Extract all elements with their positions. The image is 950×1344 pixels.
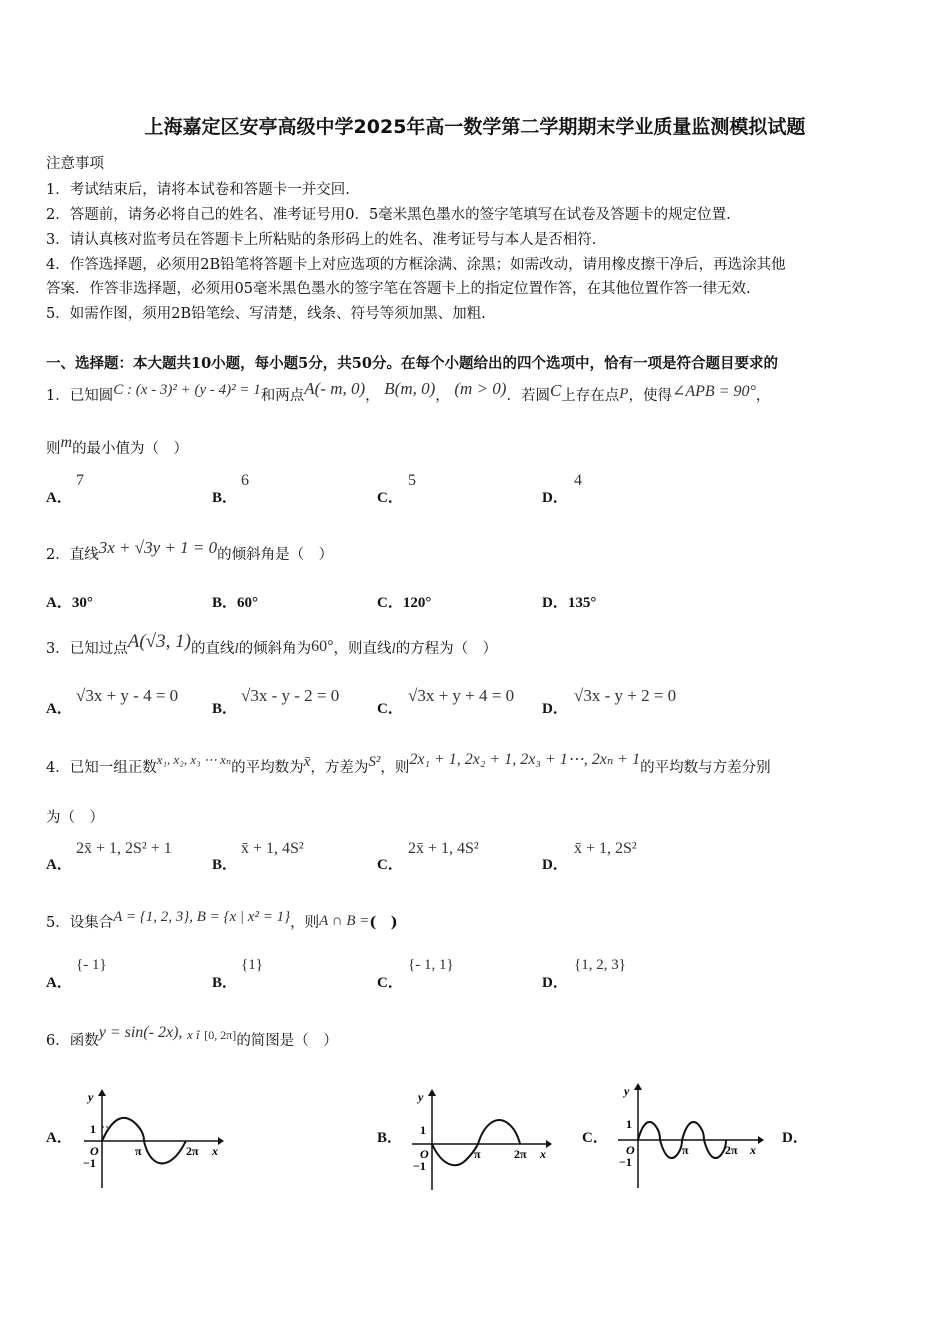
tick-two-pi: 2π	[725, 1143, 738, 1157]
notice-item: 3．请认真核对监考员在答题卡上所粘贴的条形码上的姓名、准考证号与本人是否相符.	[46, 232, 597, 248]
q4-formula-var: S²	[368, 754, 381, 770]
q4-option-b[interactable]: B．	[212, 857, 238, 873]
origin-label: O	[626, 1143, 635, 1157]
q1-text: ，	[365, 388, 380, 404]
q3-option-d-value: √3x - y + 2 = 0	[574, 686, 677, 705]
q3-text: 的倾斜角为	[238, 641, 312, 657]
x-label: x	[750, 1143, 756, 1157]
tick-neg-one: −1	[83, 1156, 96, 1170]
q3-line-l: l	[391, 641, 396, 657]
q4-formula-series: 2x₁ + 1, 2x₂ + 1, 2x₃ + 1⋯, 2xₙ + 1	[409, 751, 641, 768]
tick-pi: π	[682, 1143, 689, 1157]
page-title: 上海嘉定区安亭高级中学2025年高一数学第二学期期末学业质量监测模拟试题	[144, 116, 806, 138]
question-1-line-2	[46, 434, 189, 458]
q1-formula-c: C	[549, 381, 562, 400]
tick-two-pi: 2π	[186, 1144, 199, 1158]
q1-option-a[interactable]: A．	[46, 490, 72, 506]
q4-option-d[interactable]: D．	[542, 857, 568, 873]
q4-option-c-value: 2x̄ + 1, 4S²	[408, 840, 479, 857]
q6-graph-b	[406, 1084, 556, 1194]
q3-option-a[interactable]: A．	[46, 701, 72, 717]
q4-option-a-value: 2x̄ + 1, 2S² + 1	[76, 840, 172, 857]
q5-option-d[interactable]: D．	[542, 975, 568, 991]
tick-one: 1	[626, 1117, 632, 1131]
q2-option-c[interactable]: C．120°	[377, 595, 432, 611]
q3-option-a-value: √3x + y - 4 = 0	[76, 686, 179, 705]
x-label: x	[540, 1147, 546, 1161]
q3-line-l: l	[234, 641, 239, 657]
q1-text: 则	[46, 441, 61, 457]
q1-option-b-value: 6	[241, 472, 249, 489]
question-4-line-1	[46, 751, 771, 777]
q3-option-c-value: √3x + y + 4 = 0	[408, 686, 515, 705]
notice-item: 4．作答选择题，必须用2B铅笔将答题卡上对应选项的方框涂满、涂黑；如需改动，请用橡皮擦干净后，再选涂其他	[46, 257, 786, 273]
q3-number: 3．	[46, 641, 70, 657]
q5-option-d-value: {1, 2, 3}	[574, 957, 626, 973]
q5-option-c-value: {- 1, 1}	[408, 957, 454, 973]
q4-option-a[interactable]: A．	[46, 857, 72, 873]
section-heading: 一、选择题：本大题共10小题，每小题5分，共50分。在每个小题给出的四个选项中，恰有一项是符合题目要求的	[46, 355, 778, 372]
tick-neg-one: −1	[619, 1155, 632, 1169]
q4-option-b-value: x̄ + 1, 4S²	[241, 840, 304, 857]
q3-option-b[interactable]: B．	[212, 701, 238, 717]
notice-item: 5．如需作图，须用2B铅笔绘、写清楚，线条、符号等须加黑、加粗.	[46, 306, 486, 322]
q1-formula-b: B(m, 0)	[384, 379, 436, 398]
q6-graph-a	[78, 1084, 228, 1194]
q1-text: 上存在点	[561, 388, 620, 404]
notice-heading: 注意事项	[46, 156, 104, 172]
question-3	[46, 631, 498, 659]
q1-option-d[interactable]: D．	[542, 490, 568, 506]
notice-item: 答案．作答非选择题，必须用05毫米黑色墨水的签字笔在答题卡上的指定位置作答，在其他位置作答一律无效.	[46, 281, 751, 297]
q1-text: 和两点	[260, 388, 305, 404]
q6-graph-c	[612, 1078, 772, 1192]
y-label: y	[418, 1090, 424, 1104]
origin-label: O	[420, 1147, 429, 1161]
q1-option-c[interactable]: C．	[377, 490, 403, 506]
question-6	[46, 1024, 338, 1050]
notice-item: 2．答题前，请务必将自己的姓名、准考证号用0．5毫米黑色墨水的签字笔填写在试卷及答题卡的规定位置.	[46, 207, 731, 223]
q1-formula-m2: m	[60, 434, 73, 451]
q6-text: 函数	[69, 1033, 99, 1049]
q6-text: 的简图是（ ）	[236, 1033, 338, 1049]
q5-text: 设集合	[69, 915, 114, 931]
q3-text: 已知过点	[69, 641, 128, 657]
tick-two-pi: 2π	[514, 1147, 527, 1161]
q2-option-d[interactable]: D．135°	[542, 595, 597, 611]
q6-formula-func: y = sin(- 2x),	[98, 1024, 183, 1041]
q5-option-b[interactable]: B．	[212, 975, 238, 991]
q4-text: ，则	[380, 760, 410, 776]
q1-option-d-value: 4	[574, 472, 582, 489]
q3-formula-angle: 60°	[311, 638, 334, 655]
q1-text: ．若圆	[506, 388, 550, 404]
q6-number: 6．	[46, 1033, 70, 1049]
q5-text: ( )	[369, 914, 398, 931]
y-axis-arrow-icon	[98, 1089, 106, 1096]
q3-option-b-value: √3x - y - 2 = 0	[241, 686, 340, 705]
q4-option-d-value: x̄ + 1, 2S²	[574, 840, 637, 857]
q1-option-b[interactable]: B．	[212, 490, 238, 506]
q3-option-d[interactable]: D．	[542, 701, 568, 717]
q5-formula-sets: A = {1, 2, 3}, B = {x | x² = 1}	[113, 909, 291, 925]
question-5	[46, 911, 398, 932]
q3-text: 的直线	[190, 641, 235, 657]
q3-text: ，则直线	[333, 641, 392, 657]
q4-text: ，方差为	[310, 760, 369, 776]
tick-one: 1	[90, 1122, 96, 1136]
q5-formula-intersect: A ∩ B =	[319, 913, 370, 929]
y-axis-arrow-icon	[428, 1089, 436, 1096]
x-axis-arrow-icon	[546, 1140, 552, 1148]
x-axis-arrow-icon	[758, 1136, 764, 1144]
q1-number: 1．	[46, 388, 70, 404]
tick-neg-one: −1	[413, 1159, 426, 1173]
q1-formula-circle: C : (x - 3)² + (y - 4)² = 1	[113, 382, 261, 398]
q1-formula-angle: ∠APB = 90°	[671, 383, 756, 400]
q1-text: 的最小值为（ ）	[72, 441, 189, 457]
tick-pi: π	[474, 1147, 481, 1161]
q1-formula-m: (m > 0)	[454, 379, 507, 398]
q1-formula-p: P	[619, 386, 629, 402]
q1-text: ，使得	[628, 388, 672, 404]
y-label: y	[624, 1084, 630, 1098]
q6-option-a[interactable]: A．	[46, 1130, 72, 1146]
tick-one: 1	[420, 1123, 426, 1137]
q1-text: 已知圆	[69, 388, 114, 404]
q5-option-a-value: {- 1}	[76, 957, 107, 973]
q3-option-c[interactable]: C．	[377, 701, 403, 717]
q2-option-b[interactable]: B．60°	[212, 595, 259, 611]
q4-text: 的平均数为	[231, 760, 304, 776]
q6-formula-domain: x î	[187, 1027, 200, 1042]
q6-option-b[interactable]: B．	[377, 1130, 403, 1146]
q1-text: ，	[435, 388, 450, 404]
x-label: x	[212, 1144, 218, 1158]
q6-formula-interval: [0, 2π]	[204, 1028, 237, 1042]
q4-text: 已知一组正数	[69, 760, 157, 776]
question-2	[46, 538, 334, 564]
q2-number: 2．	[46, 547, 70, 563]
q3-formula-point: A(√3, 1)	[127, 631, 191, 652]
q5-option-c[interactable]: C．	[377, 975, 403, 991]
q4-number: 4．	[46, 760, 70, 776]
q6-option-c[interactable]: C．	[582, 1130, 608, 1146]
q5-option-b-value: {1}	[241, 957, 263, 973]
q4-formula-xs: x₁, x₂, x₃ ⋯ xₙ	[156, 752, 232, 767]
x-axis-arrow-icon	[218, 1137, 224, 1145]
q4-option-c[interactable]: C．	[377, 857, 403, 873]
q6-option-d[interactable]: D．	[782, 1130, 808, 1146]
tick-pi: π	[135, 1144, 142, 1158]
q3-text: 的方程为（ ）	[395, 641, 498, 657]
q2-formula: 3x + √3y + 1 = 0	[98, 538, 218, 557]
origin-label: O	[90, 1144, 99, 1158]
question-4-line-2: 为（ ）	[46, 810, 104, 826]
q1-option-a-value: 7	[76, 472, 84, 489]
y-label: y	[88, 1090, 94, 1104]
q5-option-a[interactable]: A．	[46, 975, 72, 991]
q1-option-c-value: 5	[408, 472, 416, 489]
q4-text: 的平均数与方差分别	[640, 760, 771, 776]
q2-text: 的倾斜角是（ ）	[217, 547, 334, 563]
y-axis-arrow-icon	[634, 1083, 642, 1090]
q2-option-a[interactable]: A．30°	[46, 595, 93, 611]
question-1-line-1	[46, 379, 771, 405]
q1-formula-a: A(- m, 0)	[304, 379, 366, 398]
q5-text: ，则	[290, 915, 320, 931]
q1-text: ，	[755, 388, 771, 404]
q4-formula-mean: x̄	[303, 754, 311, 770]
q2-text: 直线	[69, 547, 99, 563]
notice-item: 1．考试结束后，请将本试卷和答题卡一并交回.	[46, 182, 350, 198]
q5-number: 5．	[46, 915, 70, 931]
